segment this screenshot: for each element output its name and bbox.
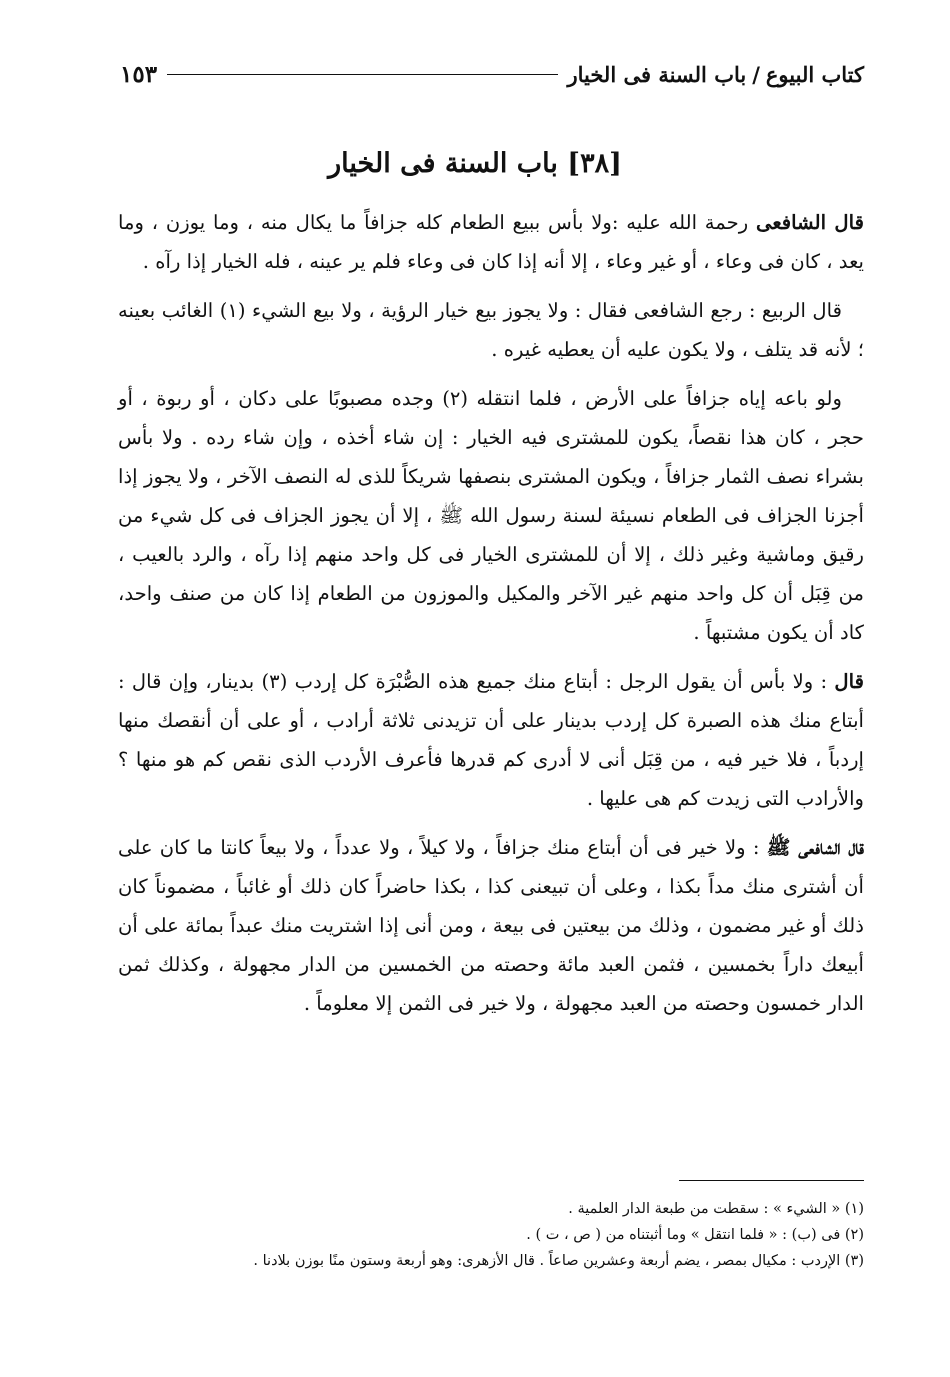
- paragraph-speaker: قال: [834, 670, 864, 693]
- paragraph: [118, 379, 864, 652]
- paragraph: [118, 662, 864, 818]
- paragraph: [118, 828, 864, 1023]
- paragraph-speaker: قال الشافعى ﷺ: [766, 836, 864, 859]
- paragraph-text: ولو باعه إياه جزافاً على الأرض ، فلما انتقله (٢) وجده مصبوبًا على دكان ، أو ربوة ، أو حجر ، كان هذا نقصاً، يكون للمشترى فيه الخيار : إن شاء أخذه ، وإن شاء رده . ولا بأس بشراء نصف الثمار جزافاً ، ويكون المشترى بنصفها شريكاً للذى له النصف الآخر ، ولا يجوز إذا أجزنا الجزاف فى الطعام نسيئة لسنة رسول الله ﷺ ، إلا أن يجوز الجزاف فى كل شيء من رقيق وماشية وغير ذلك ، إلا أن للمشترى الخيار فى كل واحد منهم إذا رآه ، والرد بالعيب ، من قِبَل أن كل واحد منهم غير الآخر والمكيل والموزون من الطعام إذا كان من صنف واحد، كاد أن يكون مشتبهاً .: [118, 387, 864, 644]
- header-rule: [167, 74, 557, 75]
- paragraph: [118, 203, 864, 281]
- paragraph-speaker: قال الشافعى: [756, 211, 864, 234]
- header-chapter-title: باب السنة فى الخيار: [567, 61, 747, 87]
- footnote-item: (٢) فى (ب) : « فلما انتقل » وما أثبتناه من ( ص ، ت ) .: [526, 1227, 864, 1243]
- header-book-title: كتاب البيوع: [765, 61, 864, 87]
- body-text: [118, 203, 864, 1033]
- header-separator: /: [752, 61, 760, 87]
- footnote-rule: [679, 1180, 864, 1181]
- footnote-item: (١) « الشيء » : سقطت من طبعة الدار العلمية .: [568, 1201, 864, 1217]
- paragraph-text: : ولا بأس أن يقول الرجل : أبتاع منك جميع هذه الصُّبْرَة كل إردب (٣) بدينار، وإن قال : أبتاع منك هذه الصبرة كل إردب بدينار على أن تزيدنى ثلاثة أرادب ، أو على أن أنقصك منها إردباً ، فلا خير فيه ، من قِبَل أنى لا أدرى كم قدرها فأعرف الأردب الذى نقص كم هو منها ؟ والأرادب التى زيدت كم هى عليها .: [118, 670, 864, 810]
- footnotes: [118, 1196, 864, 1274]
- page-number: ١٥٣: [120, 60, 158, 88]
- paragraph-text: : ولا خير فى أن أبتاع منك جزافاً ، ولا كيلاً ، ولا عدداً ، ولا بيعاً كانتا ما كان على أن أشترى منك مداً بكذا ، وعلى أن تبيعنى كذا ، بكذا حاضراً كان ذلك أو غائباً ، مضموناً كان ذلك أو غير مضمون ، وذلك من بيعتين فى بيعة ، ومن أنى إذا اشتريت منك عبداً بمائة على أن أبيعك داراً بخمسين ، فثمن العبد مائة وحصته من الخمسين من الدار مجهولة ، وكذلك ثمن الدار خمسون وحصته من العبد مجهولة ، ولا خير فى الثمن إلا معلوماً .: [118, 836, 864, 1015]
- chapter-heading: [٣٨] باب السنة فى الخيار: [328, 148, 622, 179]
- running-header: [120, 52, 864, 96]
- paragraph-text: رحمة الله عليه :ولا بأس ببيع الطعام كله جزافاً ما يكال منه ، وما يوزن ، وما يعد ، كان فى وعاء ، أو غير وعاء ، إلا أنه إذا كان فى وعاء فلم ير عينه ، فله الخيار إذا رآه .: [118, 211, 864, 273]
- paragraph-text: قال الربيع : رجع الشافعى فقال : ولا يجوز بيع خيار الرؤية ، ولا بيع الشيء (١) الغائب بعينه ؛ لأنه قد يتلف ، ولا يكون عليه أن يعطيه غيره .: [118, 299, 864, 361]
- footnote-item: (٣) الإردب : مكيال بمصر ، يضم أربعة وعشرين صاعاً . قال الأزهرى: وهو أربعة وستون منًا بوزن بلادنا .: [253, 1253, 864, 1269]
- paragraph: [118, 291, 864, 369]
